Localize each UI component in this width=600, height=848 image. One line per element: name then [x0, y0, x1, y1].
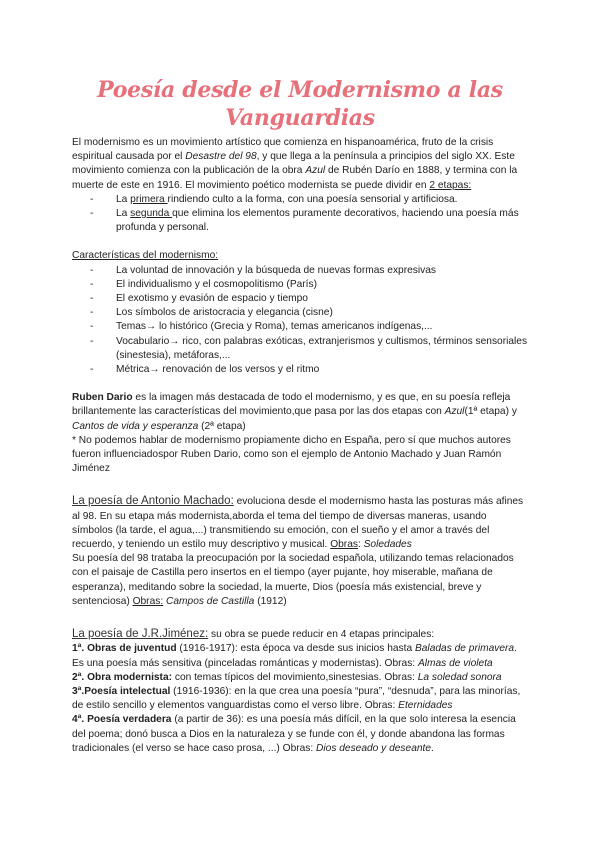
ruben-text: es la imagen más destacada de todo el modernismo, y es que, en su poesía refleja brillantemente las características del movimiento,que pasa por las dos etapas con: [72, 392, 511, 418]
list-item: - El exotismo y evasión de espacio y tiempo: [90, 292, 528, 306]
ruben-text-3: (2ª etapa): [198, 420, 246, 432]
list-item: - Temas→ lo histórico (Grecia y Roma), temas americanos indígenas,...: [90, 320, 528, 334]
intro-text: El modernismo es un movimiento artístico que comienza en hispanoamérica, fruto de la crisis espiritual causada por el: [72, 137, 494, 163]
list-item: [90, 207, 528, 235]
machado-text-2: Su poesía del 98 trataba la preocupación por la sociedad española, utilizando temas relacionados con el paisaje de Castilla pero insertos en el tiempo (ayer pujante, hoy miserable, mañana de esperanza), meditando sobre la sociedad, la muerte, Dios (poesía más existencial, breve y sentenciosa): [72, 553, 514, 607]
jimenez-e3-title: 3ª.Poesía intelectual: [72, 685, 171, 697]
jimenez-e2-title: 2ª. Obra modernista:: [72, 671, 173, 683]
jimenez-e1-work-2: Almas de violeta: [417, 657, 493, 669]
jimenez-e2-work: La soledad sonora: [417, 671, 502, 683]
jimenez-etapa-1: [72, 642, 528, 670]
etapas-list: [72, 193, 528, 236]
jimenez-intro: su obra se puede reducir en 4 etapas principales:: [208, 629, 435, 641]
etapa-label: La: [116, 208, 131, 220]
ruben-text-2: (1ª etapa) y: [464, 406, 517, 418]
ruben-cantos: Cantos de vida y esperanza: [72, 420, 199, 432]
jimenez-e4-title: 4ª. Poesía verdadera: [72, 714, 172, 726]
ruben-paragraph: [72, 391, 528, 434]
caracteristicas-list: [72, 264, 528, 378]
list-item: - Vocabulario→ rico, con palabras exóticas, extranjerismos y cultismos, términos sensoriales (sinestesia), metáforas,...: [90, 335, 528, 363]
intro-etapas: 2 etapas:: [429, 179, 472, 191]
jimenez-e2-text: con temas típicos del movimiento,sinestesias. Obras:: [172, 671, 418, 683]
jimenez-heading: La poesía de J.R.Jiménez:: [72, 628, 209, 641]
jimenez-e4-work: Dios deseado y deseante: [316, 742, 432, 754]
machado-paragraph-2: [72, 552, 528, 609]
jimenez-e1-text: (1916-1917): esta época va desde sus inicios hasta: [176, 643, 415, 655]
list-item: - Métrica→ renovación de los versos y el ritmo: [90, 363, 528, 377]
page-title: Poesía desde el Modernismo a las Vanguardias: [97, 77, 503, 131]
machado-campos: Campos de Castilla: [166, 595, 255, 607]
intro-paragraph: [72, 136, 528, 193]
machado-obras-label-2: Obras:: [132, 595, 164, 607]
intro-desastre: Desastre del 98: [185, 151, 257, 163]
machado-heading: La poesía de Antonio Machado:: [72, 495, 234, 508]
ruben-note: * No podemos hablar de modernismo propiamente dicho en España, pero sí que muchos autores fueron influenciadospor Ruben Dario, como son el ejemplo de Antonio Machado y Juan Ramón Jiménez: [72, 434, 511, 475]
machado-obras-sep: :: [357, 539, 364, 551]
machado-paragraph: [72, 494, 528, 552]
jimenez-e1-work: Baladas de primavera: [414, 643, 515, 655]
intro-azul: Azul: [305, 165, 326, 177]
caracteristicas-heading: Características del modernismo:: [72, 250, 219, 262]
machado-obras-label: Obras: [330, 539, 358, 551]
jimenez-e4-text: (a partir de 36): es una poesía más difícil, en la que solo interesa la esencia del poema; donó busca a Dios en la naturaleza y se funde con él, y donde abandona las formas tradicionales (el verso se hace caso prosa, ...) Obras:: [72, 714, 516, 754]
etapa-underlined: segunda: [130, 208, 173, 220]
jimenez-etapa-3: [72, 685, 528, 713]
intro-text-3: de Rubén Darío en 1888, y termina con la muerte de este en 1916. El movimiento poético modernista se puede dividir en: [72, 165, 518, 191]
jimenez-heading-line: [72, 627, 528, 642]
jimenez-e1-text-2: . Es una poesía más sensitiva (pinceladas románticas y modernistas). Obras:: [72, 643, 517, 669]
machado-text-3: (1912): [254, 595, 287, 607]
ruben-azul: Azul: [444, 406, 465, 418]
list-item: - La voluntad de innovación y la búsqueda de nuevas formas expresivas: [90, 264, 528, 278]
machado-soledades: Soledades: [363, 539, 412, 551]
jimenez-e3-text: (1916-1936): en la que crea una poesía “pura”, “desnuda”, para las minorías, de estilo sencillo y elementos vanguardistas como el verso libre. Obras:: [72, 685, 521, 712]
etapa-text: que elimina los elementos puramente decorativos, haciendo una poesía más profunda y personal.: [116, 208, 519, 234]
etapa-underlined: primera: [130, 193, 168, 205]
jimenez-etapa-4: [72, 713, 528, 756]
machado-text: evoluciona desde el modernismo hasta las posturas más afines al 98. En su etapa más modernista,aborda el tema del tiempo de diversas maneras, usando símbolos (la tarde, el agua,...) transmitiendo su emoción, con el sueño y el amor a través del recuerdo, y teniendo un estilo muy descriptivo y musical.: [72, 496, 524, 551]
etapa-label: La: [116, 193, 131, 205]
jimenez-e3-work: Eternidades: [398, 700, 453, 712]
ruben-name: Ruben Dario: [72, 392, 133, 404]
jimenez-e4-text-2: .: [431, 742, 434, 754]
jimenez-etapa-2: [72, 671, 528, 685]
list-item: [90, 193, 528, 207]
list-item: - Los símbolos de aristocracia y elegancia (cisne): [90, 306, 528, 320]
intro-text-2: , y que llega a la península a principios del siglo XX. Este movimiento comienza con la publicación de la obra: [72, 151, 515, 177]
jimenez-e1-title: 1ª. Obras de juventud: [72, 643, 177, 655]
list-item: - El individualismo y el cosmopolitismo (París): [90, 278, 528, 292]
etapa-text: rindiendo culto a la forma, con una poesía sensorial y artificiosa.: [167, 193, 458, 205]
